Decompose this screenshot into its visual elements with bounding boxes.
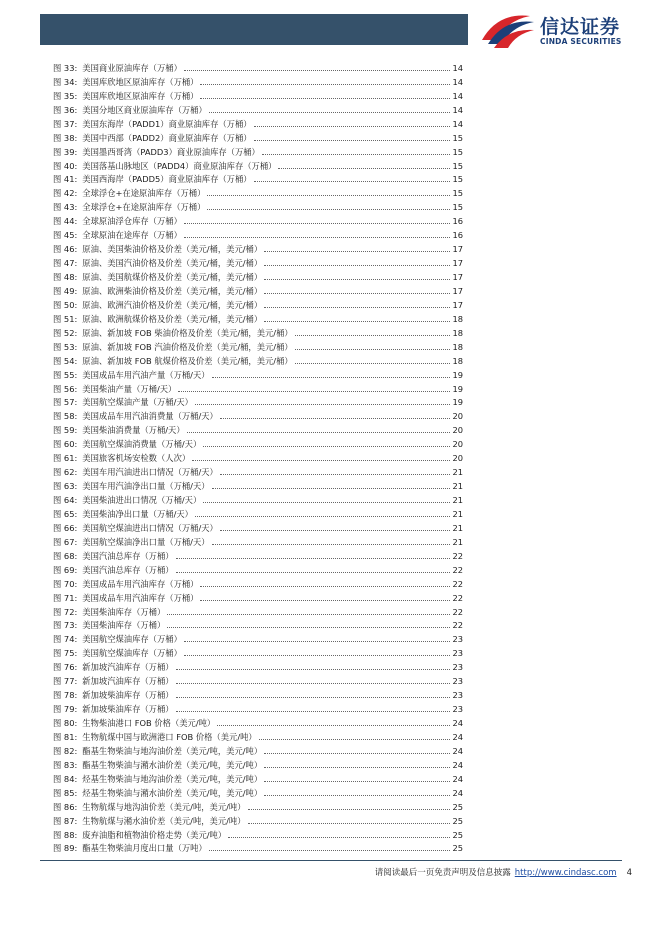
toc-figure-title: 美国航空煤油进出口情况（万桶/天） bbox=[82, 522, 218, 533]
toc-dot-leader bbox=[264, 795, 450, 796]
logo-text-en: CINDA SECURITIES bbox=[540, 37, 622, 46]
toc-figure-number: 图 52: bbox=[53, 327, 78, 338]
toc-figure-number: 图 60: bbox=[53, 439, 78, 450]
page-number: 4 bbox=[626, 868, 632, 878]
toc-dot-leader bbox=[278, 168, 450, 169]
toc-figure-title: 生物航煤与地沟油价差（美元/吨，美元/吨） bbox=[82, 801, 246, 812]
toc-figure-number: 图 70: bbox=[53, 578, 78, 589]
toc-figure-title: 废弃油脂和植物油价格走势（美元/吨） bbox=[82, 829, 227, 840]
figure-list bbox=[53, 60, 463, 854]
footer-disclaimer: 请阅读最后一页免责声明及信息披露 bbox=[374, 868, 511, 878]
toc-figure-number: 图 37: bbox=[53, 118, 78, 129]
toc-dot-leader bbox=[207, 209, 450, 210]
toc-page-number: 23 bbox=[452, 634, 463, 645]
toc-dot-leader bbox=[184, 70, 451, 71]
toc-figure-number: 图 87: bbox=[53, 815, 78, 826]
toc-dot-leader bbox=[209, 850, 451, 851]
toc-page-number: 19 bbox=[452, 383, 463, 394]
toc-figure-number: 图 36: bbox=[53, 104, 78, 115]
toc-figure-title: 烃基生物柴油与地沟油价差（美元/吨，美元/吨） bbox=[82, 773, 263, 784]
toc-page-number: 18 bbox=[452, 341, 463, 352]
toc-figure-title: 美国墨西哥湾（PADD3）商业原油库存（万桶） bbox=[82, 146, 260, 157]
toc-figure-title: 全球原油浮仓库存（万桶） bbox=[82, 216, 182, 227]
toc-figure-title: 美国汽油总库存（万桶） bbox=[82, 550, 174, 561]
toc-figure-number: 图 64: bbox=[53, 495, 78, 505]
toc-figure-number: 图 34: bbox=[53, 76, 78, 87]
toc-entry[interactable] bbox=[53, 827, 463, 841]
toc-dot-leader bbox=[220, 474, 451, 475]
toc-figure-number: 图 51: bbox=[53, 313, 78, 324]
toc-figure-title: 美国柴油产量（万桶/天） bbox=[82, 383, 177, 394]
toc-page-number: 23 bbox=[452, 690, 463, 701]
toc-figure-title: 美国成品车用汽油消费量（万桶/天） bbox=[82, 411, 218, 422]
toc-dot-leader bbox=[220, 418, 451, 419]
toc-page-number: 14 bbox=[452, 90, 463, 101]
toc-dot-leader bbox=[200, 586, 450, 587]
toc-page-number: 20 bbox=[452, 411, 463, 422]
toc-entry[interactable] bbox=[53, 576, 463, 590]
toc-page-number: 17 bbox=[452, 299, 463, 310]
toc-dot-leader bbox=[195, 516, 450, 517]
toc-page-number: 23 bbox=[452, 648, 463, 659]
page-footer bbox=[375, 866, 632, 878]
toc-dot-leader bbox=[264, 293, 450, 294]
toc-dot-leader bbox=[209, 112, 451, 113]
toc-dot-leader bbox=[212, 377, 451, 378]
toc-entry[interactable] bbox=[53, 213, 463, 227]
toc-figure-number: 图 48: bbox=[53, 272, 78, 282]
toc-dot-leader bbox=[254, 181, 451, 182]
toc-figure-title: 原油、美国汽油价格及价差（美元/桶，美元/桶） bbox=[82, 258, 263, 269]
toc-figure-title: 原油、欧洲航煤价格及价差（美元/桶，美元/桶） bbox=[82, 313, 263, 324]
toc-page-number: 16 bbox=[452, 216, 463, 227]
toc-entry[interactable] bbox=[53, 590, 463, 604]
toc-entry[interactable] bbox=[53, 799, 463, 813]
toc-page-number: 23 bbox=[452, 676, 463, 687]
toc-figure-title: 原油、新加坡 FOB 航煤价格及价差（美元/桶，美元/桶） bbox=[82, 355, 293, 366]
toc-figure-title: 美国旅客机场安检数（人次） bbox=[82, 453, 191, 464]
toc-figure-title: 美国成品车用汽油产量（万桶/天） bbox=[82, 369, 210, 380]
toc-page-number: 20 bbox=[452, 439, 463, 450]
toc-entry[interactable] bbox=[53, 464, 463, 478]
toc-dot-leader bbox=[184, 641, 451, 642]
toc-dot-leader bbox=[203, 502, 450, 503]
toc-dot-leader bbox=[212, 488, 451, 489]
toc-page-number: 15 bbox=[452, 160, 463, 171]
toc-figure-title: 美国车用汽油净出口量（万桶/天） bbox=[82, 481, 210, 492]
toc-figure-number: 图 59: bbox=[53, 425, 78, 436]
toc-page-number: 18 bbox=[452, 355, 463, 366]
toc-page-number: 17 bbox=[452, 285, 463, 296]
toc-dot-leader bbox=[167, 614, 450, 615]
toc-figure-number: 图 45: bbox=[53, 230, 78, 241]
toc-entry[interactable] bbox=[53, 492, 463, 506]
toc-figure-title: 美国落基山脉地区（PADD4）商业原油库存（万桶） bbox=[82, 160, 277, 171]
toc-figure-number: 图 88: bbox=[53, 829, 78, 840]
toc-entry[interactable] bbox=[53, 395, 463, 409]
toc-page-number: 24 bbox=[452, 787, 463, 798]
toc-page-number: 18 bbox=[452, 313, 463, 324]
toc-page-number: 22 bbox=[452, 564, 463, 575]
toc-dot-leader bbox=[264, 781, 450, 782]
toc-figure-title: 美国库欣地区原油库存（万桶） bbox=[82, 76, 199, 87]
toc-figure-title: 美国航空煤油库存（万桶） bbox=[82, 634, 182, 645]
toc-dot-leader bbox=[212, 544, 451, 545]
toc-page-number: 22 bbox=[452, 620, 463, 631]
toc-figure-title: 美国柴油库存（万桶） bbox=[82, 620, 166, 631]
toc-entry[interactable] bbox=[53, 534, 463, 548]
toc-page-number: 21 bbox=[452, 536, 463, 547]
toc-dot-leader bbox=[176, 697, 451, 698]
toc-entry[interactable] bbox=[53, 618, 463, 632]
toc-entry[interactable] bbox=[53, 269, 463, 283]
toc-entry[interactable] bbox=[53, 88, 463, 102]
toc-entry[interactable] bbox=[53, 172, 463, 186]
toc-entry[interactable] bbox=[53, 227, 463, 241]
toc-page-number: 14 bbox=[452, 118, 463, 129]
toc-dot-leader bbox=[203, 446, 450, 447]
toc-entry[interactable] bbox=[53, 241, 463, 255]
toc-page-number: 25 bbox=[452, 829, 463, 840]
toc-figure-title: 美国汽油总库存（万桶） bbox=[82, 564, 174, 575]
toc-page-number: 20 bbox=[452, 453, 463, 464]
toc-dot-leader bbox=[184, 655, 451, 656]
toc-entry[interactable] bbox=[53, 74, 463, 88]
toc-entry[interactable] bbox=[53, 367, 463, 381]
toc-figure-number: 图 50: bbox=[53, 299, 78, 310]
toc-page-number: 15 bbox=[452, 202, 463, 213]
toc-figure-title: 美国分地区商业原油库存（万桶） bbox=[82, 104, 207, 115]
toc-entry[interactable] bbox=[53, 422, 463, 436]
toc-figure-number: 图 79: bbox=[53, 704, 78, 715]
toc-entry[interactable] bbox=[53, 255, 463, 269]
toc-dot-leader bbox=[217, 725, 450, 726]
toc-entry[interactable] bbox=[53, 185, 463, 199]
toc-dot-leader bbox=[184, 223, 451, 224]
toc-figure-title: 生物航煤中国与欧洲港口 FOB 价格（美元/吨） bbox=[82, 731, 257, 742]
toc-figure-title: 烃基生物柴油与潲水油价差（美元/吨，美元/吨） bbox=[82, 787, 263, 798]
toc-entry[interactable] bbox=[53, 408, 463, 422]
toc-page-number: 15 bbox=[452, 146, 463, 157]
toc-figure-number: 图 44: bbox=[53, 216, 78, 227]
toc-entry[interactable] bbox=[53, 785, 463, 799]
toc-figure-title: 全球浮仓+在途原油库存（万桶） bbox=[82, 202, 206, 213]
toc-figure-title: 原油、新加坡 FOB 柴油价格及价差（美元/桶，美元/桶） bbox=[82, 327, 293, 338]
toc-page-number: 14 bbox=[452, 76, 463, 87]
toc-dot-leader bbox=[200, 98, 450, 99]
toc-figure-number: 图 85: bbox=[53, 787, 78, 798]
toc-page-number: 15 bbox=[452, 174, 463, 185]
toc-page-number: 24 bbox=[452, 773, 463, 784]
toc-entry[interactable] bbox=[53, 631, 463, 645]
toc-entry[interactable] bbox=[53, 353, 463, 367]
toc-figure-title: 美国柴油进出口情况（万桶/天） bbox=[82, 495, 202, 505]
toc-figure-title: 酯基生物柴油月度出口量（万吨） bbox=[82, 843, 207, 854]
toc-figure-number: 图 54: bbox=[53, 355, 78, 366]
toc-figure-number: 图 56: bbox=[53, 383, 78, 394]
toc-dot-leader bbox=[254, 126, 451, 127]
toc-figure-title: 美国库欣地区原油库存（万桶） bbox=[82, 90, 199, 101]
toc-entry[interactable] bbox=[53, 158, 463, 172]
toc-figure-number: 图 84: bbox=[53, 773, 78, 784]
toc-figure-title: 新加坡汽油库存（万桶） bbox=[82, 676, 174, 687]
toc-dot-leader bbox=[184, 237, 451, 238]
toc-entry[interactable] bbox=[53, 144, 463, 158]
toc-entry[interactable] bbox=[53, 297, 463, 311]
toc-dot-leader bbox=[176, 558, 451, 559]
toc-entry[interactable] bbox=[53, 339, 463, 353]
toc-entry[interactable] bbox=[53, 687, 463, 701]
toc-figure-title: 酯基生物柴油与潲水油价差（美元/吨，美元/吨） bbox=[82, 759, 263, 770]
toc-page-number: 15 bbox=[452, 188, 463, 199]
toc-page-number: 17 bbox=[452, 272, 463, 282]
toc-figure-number: 图 80: bbox=[53, 718, 78, 728]
toc-entry[interactable] bbox=[53, 506, 463, 520]
toc-figure-title: 新加坡柴油库存（万桶） bbox=[82, 690, 174, 701]
toc-entry[interactable] bbox=[53, 311, 463, 325]
toc-entry[interactable] bbox=[53, 548, 463, 562]
toc-dot-leader bbox=[200, 600, 450, 601]
toc-figure-number: 图 75: bbox=[53, 648, 78, 659]
toc-dot-leader bbox=[176, 572, 451, 573]
toc-figure-title: 原油、新加坡 FOB 汽油价格及价差（美元/桶，美元/桶） bbox=[82, 341, 293, 352]
toc-page-number: 23 bbox=[452, 662, 463, 673]
toc-page-number: 14 bbox=[452, 62, 463, 73]
toc-figure-number: 图 77: bbox=[53, 676, 78, 687]
header-band bbox=[40, 14, 468, 45]
toc-figure-title: 美国航空煤油消费量（万桶/天） bbox=[82, 439, 202, 450]
toc-entry[interactable] bbox=[53, 478, 463, 492]
toc-entry[interactable] bbox=[53, 841, 463, 855]
toc-figure-number: 图 40: bbox=[53, 160, 78, 171]
toc-figure-title: 全球浮仓+在途原油库存（万桶） bbox=[82, 188, 206, 199]
toc-dot-leader bbox=[176, 683, 451, 684]
toc-entry[interactable] bbox=[53, 771, 463, 785]
toc-entry[interactable] bbox=[53, 102, 463, 116]
toc-figure-title: 美国航空煤油净出口量（万桶/天） bbox=[82, 536, 210, 547]
toc-figure-number: 图 72: bbox=[53, 606, 78, 617]
toc-entry[interactable] bbox=[53, 673, 463, 687]
toc-figure-title: 美国成品车用汽油库存（万桶） bbox=[82, 578, 199, 589]
toc-dot-leader bbox=[195, 404, 450, 405]
toc-figure-number: 图 63: bbox=[53, 481, 78, 492]
toc-dot-leader bbox=[264, 251, 450, 252]
footer-divider bbox=[40, 860, 622, 861]
toc-figure-title: 美国柴油库存（万桶） bbox=[82, 606, 166, 617]
toc-page-number: 16 bbox=[452, 230, 463, 241]
toc-dot-leader bbox=[207, 195, 450, 196]
toc-entry[interactable] bbox=[53, 450, 463, 464]
toc-figure-title: 美国航空煤油产量（万桶/天） bbox=[82, 397, 193, 408]
toc-dot-leader bbox=[264, 307, 450, 308]
toc-page-number: 25 bbox=[452, 801, 463, 812]
toc-figure-title: 原油、美国航煤价格及价差（美元/桶，美元/桶） bbox=[82, 272, 263, 282]
toc-page-number: 17 bbox=[452, 244, 463, 255]
toc-figure-title: 原油、欧洲柴油价格及价差（美元/桶，美元/桶） bbox=[82, 285, 263, 296]
toc-figure-number: 图 67: bbox=[53, 536, 78, 547]
toc-figure-number: 图 49: bbox=[53, 285, 78, 296]
toc-figure-number: 图 76: bbox=[53, 662, 78, 673]
toc-figure-number: 图 69: bbox=[53, 564, 78, 575]
toc-dot-leader bbox=[264, 279, 450, 280]
toc-figure-number: 图 43: bbox=[53, 202, 78, 213]
toc-entry[interactable] bbox=[53, 283, 463, 297]
toc-page-number: 15 bbox=[452, 132, 463, 143]
toc-dot-leader bbox=[295, 363, 451, 364]
toc-dot-leader bbox=[264, 767, 450, 768]
toc-figure-number: 图 81: bbox=[53, 731, 78, 742]
toc-figure-number: 图 42: bbox=[53, 188, 78, 199]
toc-figure-number: 图 33: bbox=[53, 62, 78, 73]
toc-dot-leader bbox=[228, 837, 450, 838]
toc-page-number: 25 bbox=[452, 843, 463, 854]
toc-page-number: 20 bbox=[452, 425, 463, 436]
toc-entry[interactable] bbox=[53, 701, 463, 715]
toc-dot-leader bbox=[248, 823, 451, 824]
toc-figure-title: 美国东海岸（PADD1）商业原油库存（万桶） bbox=[82, 118, 252, 129]
toc-figure-number: 图 68: bbox=[53, 550, 78, 561]
toc-entry[interactable] bbox=[53, 743, 463, 757]
toc-figure-title: 美国车用汽油进出口情况（万桶/天） bbox=[82, 467, 218, 478]
toc-figure-title: 美国中西部（PADD2）商业原油库存（万桶） bbox=[82, 132, 252, 143]
toc-dot-leader bbox=[264, 321, 450, 322]
toc-figure-number: 图 86: bbox=[53, 801, 78, 812]
toc-figure-title: 新加坡柴油库存（万桶） bbox=[82, 704, 174, 715]
toc-figure-title: 酯基生物柴油与地沟油价差（美元/吨，美元/吨） bbox=[82, 745, 263, 756]
footer-website-link[interactable]: http://www.cindasc.com bbox=[514, 868, 617, 878]
toc-dot-leader bbox=[264, 265, 450, 266]
toc-figure-title: 美国商业原油库存（万桶） bbox=[82, 62, 182, 73]
toc-entry[interactable] bbox=[53, 715, 463, 729]
toc-page-number: 22 bbox=[452, 550, 463, 561]
toc-page-number: 21 bbox=[452, 467, 463, 478]
toc-entry[interactable] bbox=[53, 130, 463, 144]
toc-figure-title: 美国柴油消费量（万桶/天） bbox=[82, 425, 185, 436]
toc-page-number: 19 bbox=[452, 397, 463, 408]
toc-page-number: 24 bbox=[452, 731, 463, 742]
toc-figure-number: 图 53: bbox=[53, 341, 78, 352]
toc-dot-leader bbox=[187, 432, 451, 433]
toc-page-number: 21 bbox=[452, 522, 463, 533]
toc-entry[interactable] bbox=[53, 645, 463, 659]
toc-dot-leader bbox=[176, 711, 451, 712]
toc-page-number: 17 bbox=[452, 258, 463, 269]
toc-page-number: 23 bbox=[452, 704, 463, 715]
toc-dot-leader bbox=[178, 391, 450, 392]
toc-figure-title: 原油、美国柴油价格及价差（美元/桶，美元/桶） bbox=[82, 244, 263, 255]
toc-page-number: 14 bbox=[452, 104, 463, 115]
toc-entry[interactable] bbox=[53, 562, 463, 576]
toc-entry[interactable] bbox=[53, 325, 463, 339]
toc-figure-number: 图 82: bbox=[53, 745, 78, 756]
toc-page-number: 25 bbox=[452, 815, 463, 826]
toc-dot-leader bbox=[295, 335, 451, 336]
toc-dot-leader bbox=[259, 739, 451, 740]
logo-text-cn: 信达证券 bbox=[540, 16, 621, 38]
toc-entry[interactable] bbox=[53, 116, 463, 130]
toc-page-number: 24 bbox=[452, 745, 463, 756]
toc-entry[interactable] bbox=[53, 381, 463, 395]
toc-figure-title: 美国西海岸（PADD5）商业原油库存（万桶） bbox=[82, 174, 252, 185]
toc-page-number: 19 bbox=[452, 369, 463, 380]
toc-entry[interactable] bbox=[53, 60, 463, 74]
toc-figure-title: 原油、欧洲汽油价格及价差（美元/桶，美元/桶） bbox=[82, 299, 263, 310]
toc-page-number: 21 bbox=[452, 508, 463, 519]
toc-figure-title: 生物柴油港口 FOB 价格（美元/吨） bbox=[82, 718, 216, 728]
toc-entry[interactable] bbox=[53, 436, 463, 450]
toc-figure-number: 图 66: bbox=[53, 522, 78, 533]
toc-dot-leader bbox=[200, 84, 450, 85]
toc-dot-leader bbox=[295, 349, 451, 350]
toc-page-number: 22 bbox=[452, 592, 463, 603]
toc-figure-title: 美国成品车用汽油库存（万桶） bbox=[82, 592, 199, 603]
cinda-logo-icon bbox=[478, 10, 536, 50]
toc-figure-title: 全球原油在途库存（万桶） bbox=[82, 230, 182, 241]
toc-page-number: 22 bbox=[452, 578, 463, 589]
toc-figure-number: 图 65: bbox=[53, 508, 78, 519]
toc-figure-title: 美国航空煤油库存（万桶） bbox=[82, 648, 182, 659]
toc-entry[interactable] bbox=[53, 659, 463, 673]
toc-figure-number: 图 55: bbox=[53, 369, 78, 380]
toc-figure-number: 图 35: bbox=[53, 90, 78, 101]
toc-dot-leader bbox=[192, 460, 450, 461]
toc-page-number: 21 bbox=[452, 495, 463, 505]
cinda-logo bbox=[478, 10, 648, 50]
toc-figure-number: 图 57: bbox=[53, 397, 78, 408]
toc-figure-number: 图 83: bbox=[53, 759, 78, 770]
toc-figure-number: 图 41: bbox=[53, 174, 78, 185]
toc-entry[interactable] bbox=[53, 520, 463, 534]
toc-dot-leader bbox=[167, 627, 450, 628]
toc-page-number: 21 bbox=[452, 481, 463, 492]
toc-dot-leader bbox=[220, 530, 451, 531]
toc-figure-number: 图 73: bbox=[53, 620, 78, 631]
toc-page-number: 24 bbox=[452, 718, 463, 728]
toc-figure-number: 图 62: bbox=[53, 467, 78, 478]
toc-figure-number: 图 61: bbox=[53, 453, 78, 464]
toc-figure-number: 图 38: bbox=[53, 132, 78, 143]
toc-dot-leader bbox=[262, 154, 451, 155]
toc-entry[interactable] bbox=[53, 199, 463, 213]
toc-figure-number: 图 89: bbox=[53, 843, 78, 854]
toc-dot-leader bbox=[254, 140, 451, 141]
toc-dot-leader bbox=[248, 809, 451, 810]
toc-figure-number: 图 74: bbox=[53, 634, 78, 645]
toc-entry[interactable] bbox=[53, 757, 463, 771]
toc-figure-title: 生物航煤与潲水油价差（美元/吨，美元/吨） bbox=[82, 815, 246, 826]
toc-entry[interactable] bbox=[53, 813, 463, 827]
toc-figure-number: 图 47: bbox=[53, 258, 78, 269]
toc-entry[interactable] bbox=[53, 729, 463, 743]
toc-figure-number: 图 71: bbox=[53, 592, 78, 603]
toc-figure-number: 图 78: bbox=[53, 690, 78, 701]
toc-page-number: 22 bbox=[452, 606, 463, 617]
toc-figure-number: 图 39: bbox=[53, 146, 78, 157]
toc-figure-title: 美国柴油净出口量（万桶/天） bbox=[82, 508, 193, 519]
toc-dot-leader bbox=[176, 669, 451, 670]
toc-page-number: 24 bbox=[452, 759, 463, 770]
toc-figure-number: 图 58: bbox=[53, 411, 78, 422]
toc-dot-leader bbox=[264, 753, 450, 754]
toc-entry[interactable] bbox=[53, 604, 463, 618]
toc-figure-number: 图 46: bbox=[53, 244, 78, 255]
toc-figure-title: 新加坡汽油库存（万桶） bbox=[82, 662, 174, 673]
toc-page-number: 18 bbox=[452, 327, 463, 338]
